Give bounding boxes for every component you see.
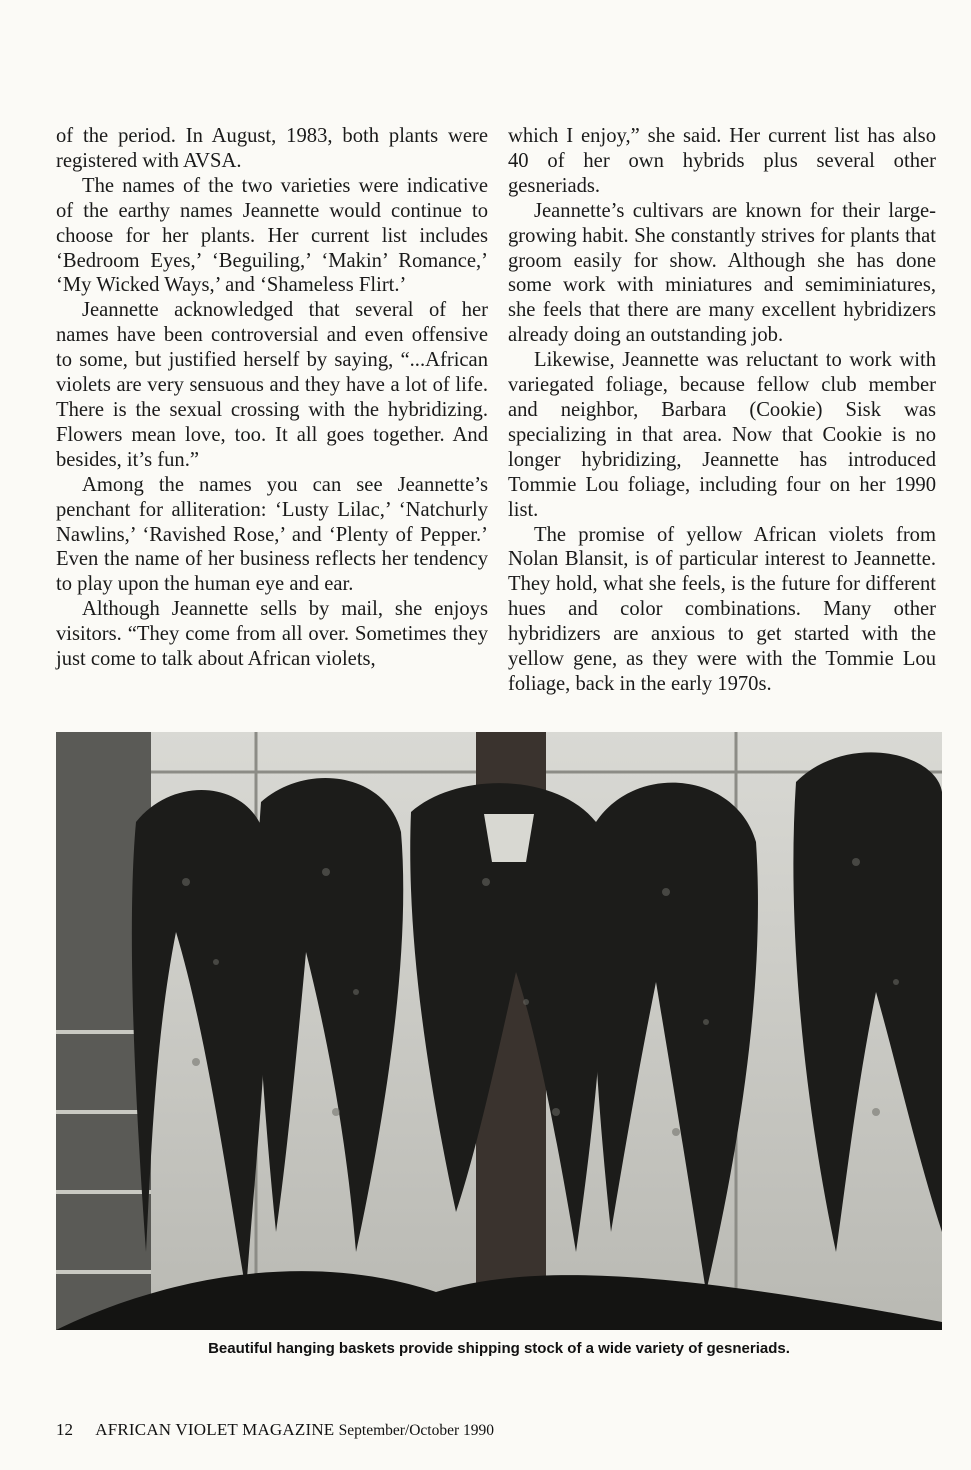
paragraph: The names of the two varieties were indicative of the earthy names Jeannette would continue to choose for her plants. Her current list includes ‘Bedroom Eyes,’ ‘Beguiling,’ ‘Makin’ Romance,’ ‘My Wicked Ways,’ and ‘Shameless Flirt.’	[56, 174, 488, 297]
right-column	[508, 124, 936, 697]
paragraph: Among the names you can see Jeannette’s penchant for alliteration: ‘Lusty Lilac,’ ‘Natchurly Nawlins,’ ‘Ravished Rose,’ and ‘Plenty of Pepper.’ Even the name of her business reflects her tendency to play upon the human eye and ear.	[56, 473, 488, 596]
page-number: 12	[56, 1420, 73, 1439]
paragraph: of the period. In August, 1983, both plants were registered with AVSA.	[56, 125, 488, 172]
paragraph: Jeannette’s cultivars are known for their large-growing habit. She constantly strives for plants that groom easily for show. Although she has done some work with miniatures and semiminiatures, she feels that there are many excellent hybridizers already doing an outstanding job.	[508, 199, 936, 347]
photo-caption: Beautiful hanging baskets provide shipping stock of a wide variety of gesneriads.	[208, 1340, 790, 1357]
left-column	[56, 124, 488, 672]
issue-date: September/October 1990	[338, 1422, 495, 1439]
paragraph: which I enjoy,” she said. Her current list has also 40 of her own hybrids plus several other gesneriads.	[508, 125, 936, 197]
paragraph: Jeannette acknowledged that several of her names have been controversial and even offensive to some, but justified herself by saying, “...African violets are very sensuous and they have a lot of life. There is the sexual crossing with the hybridizing. Flowers mean love, too. It all goes together. And besides, it’s fun.”	[56, 299, 488, 471]
paragraph: Although Jeannette sells by mail, she enjoys visitors. “They come from all over. Sometimes they just come to talk about African violets,	[56, 598, 488, 671]
paragraph: Likewise, Jeannette was reluctant to work with variegated foliage, because fellow club member and neighbor, Barbara (Cookie) Sisk was specializing in that area. Now that Cookie is no longer hybridizing, Jeannette has introduced Tommie Lou foliage, including four on her 1990 list.	[508, 349, 936, 521]
paragraph: The promise of yellow African violets from Nolan Blansit, is of particular interest to Jeannette. They hold, what she feels, is the future for different hues and color combinations. Many other hybridizers are anxious to get started with the yellow gene, as they were with the Tommie Lou foliage, back in the early 1970s.	[508, 523, 936, 695]
hanging-baskets-photo	[56, 732, 942, 1330]
page-footer	[56, 1420, 494, 1440]
magazine-name: AFRICAN VIOLET MAGAZINE	[95, 1420, 335, 1439]
